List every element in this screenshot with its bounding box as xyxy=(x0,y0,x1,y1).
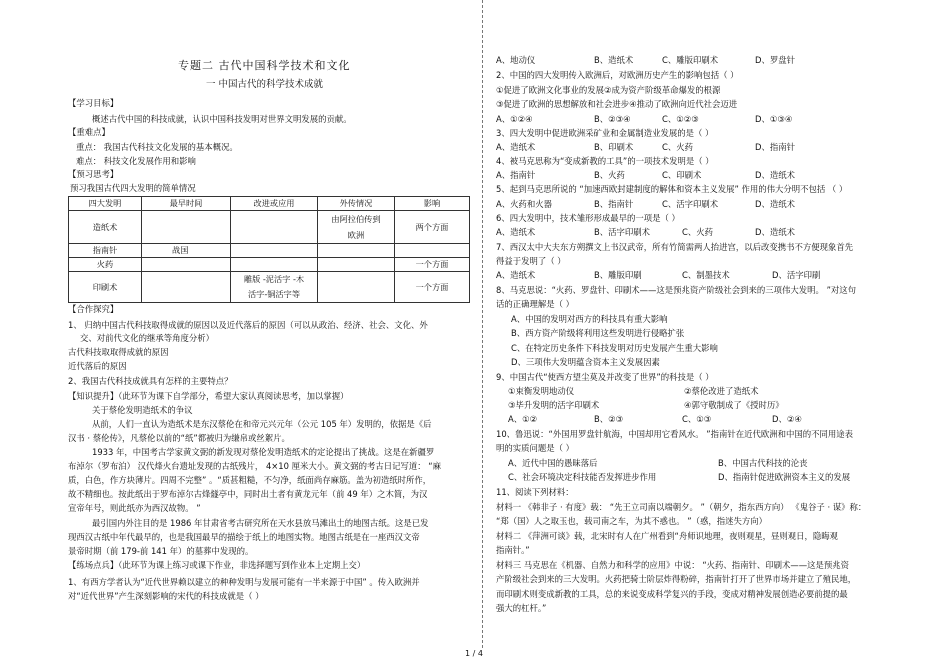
option-b: B、活字印刷术 xyxy=(594,227,650,237)
table-cell xyxy=(318,244,395,258)
question-r11: 11、阅读下列材料： xyxy=(496,487,574,497)
table-cell xyxy=(231,211,318,244)
question-2: 2、我国古代科技成就具有怎样的主要特点？ xyxy=(68,376,233,386)
table-cell xyxy=(231,244,318,258)
option-a: A、①②④ xyxy=(496,114,533,124)
table-cell: 印刷术 xyxy=(69,272,142,303)
preview-heading: 【预习思考】 xyxy=(68,169,119,179)
option-c: C、火药 xyxy=(682,227,713,237)
goal-text: 概述古代中国的科技成就，认识中国科技发明对世界文明发展的贡献。 xyxy=(92,114,352,124)
question-r9-statement-2: ②蔡伦改进了造纸术 xyxy=(684,386,759,396)
option-a: A、中国的发明对西方的科技具有重大影响 xyxy=(511,314,668,324)
table-header-cell: 外传情况 xyxy=(318,197,395,211)
knowledge-para-3-line-2: 现西汉古纸中年代最早的，也是我国最早的描绘于纸上的地图实物。地图古纸是在一座西汉文帝 xyxy=(68,532,420,542)
question-r9-statement-3: ③毕升发明的活字印刷术 xyxy=(508,400,600,410)
knowledge-para-2-line-4: 故不精细也。按此纸出于罗布淖尔古烽燧亭中，同时出土者有黄龙元年（前 49 年）之木简，为汉 xyxy=(68,489,428,499)
table-row xyxy=(69,258,470,272)
table-header-cell: 影响 xyxy=(395,197,470,211)
option-d: D、造纸术 xyxy=(755,199,795,209)
knowledge-para-2-line-3: 质，白色，作方块薄片。四周不完整” 。“质甚粗糙，不匀净，纸面尚存麻筋。盖为初造纸时所作， xyxy=(68,475,432,485)
column-divider xyxy=(482,0,483,648)
material-3-line-1: 材料三 马克思在《机器、自然力和科学的应用》中说： “火药、指南针、印刷术——这是预兆资 xyxy=(496,560,850,570)
difficulty-text: 难点： 科技文化发展作用和影响 xyxy=(76,156,196,166)
option-a: A、造纸术 xyxy=(496,142,536,152)
material-1-line-2: “郑（国）人之取玉也，载司南之车，为其不惑也。 ”（惑，指迷失方向） xyxy=(496,516,767,526)
option-a: A、造纸术 xyxy=(496,270,536,280)
question-1-line-2: 交、对前代文化的继承等角度分析） xyxy=(80,333,214,343)
option-c: C、在特定历史条件下科技发明对历史发展产生重大影响 xyxy=(511,343,718,353)
question-1-line-1: 1、 归纳中国古代科技取得成就的原因以及近代落后的原因（可以从政治、经济、社会、文化、外 xyxy=(68,320,428,330)
option-d: D、②④ xyxy=(772,414,802,424)
table-row xyxy=(69,211,470,244)
knowledge-title: 关于蔡伦发明造纸术的争议 xyxy=(92,405,193,415)
table-cell xyxy=(142,272,231,303)
question-r7-line-1: 7、西汉太中大夫东方朔撰文上书汉武帝，所有竹简需两人抬进宫，以后改变携书不方便现象首先 xyxy=(496,242,854,252)
table-row xyxy=(69,244,470,258)
option-d: D、指南针促进欧洲资本主义的发展 xyxy=(718,472,851,482)
option-c: C、①②③ xyxy=(662,114,699,124)
question-r7-line-2: 得益于发明了（ ） xyxy=(496,256,566,266)
table-cell: 一个方面 xyxy=(395,258,470,272)
question-r9-statement-4: ④郭守敬制成了《授时历》 xyxy=(684,400,784,410)
option-c: C、社会环境决定科技能否发挥进步作用 xyxy=(508,472,657,482)
question-1-line-3: 古代科技取取得成就的原因 xyxy=(68,347,169,357)
knowledge-para-2-line-2: 布淖尔（罗布泊） 汉代烽火台遗址发现的古纸残片， 4×10 厘米大小。黄文弼的考古日记写道： “麻 xyxy=(68,461,441,471)
option-b: B、指南针 xyxy=(594,199,634,209)
option-b: B、②③ xyxy=(594,414,624,424)
table-cell: 由阿拉伯传到 欧洲 xyxy=(318,211,395,244)
option-c: C、制墨技术 xyxy=(682,270,730,280)
knowledge-para-1-line-2: 汉书 · 蔡伦传》，凡蔡伦以前的“纸”都被归为缣帛或丝絮片。 xyxy=(68,433,290,443)
drill-heading: 【练场点兵】（此环节为课上练习或课下作业，非选择题写到作业本上定期上交） xyxy=(68,560,366,570)
question-r8-line-2: 话的正确理解是（ ） xyxy=(496,299,575,309)
material-2-line-1: 材料二 《萍洲可谈》载，北宋时有人在广州看到“舟师识地理，夜则观星，昼则观日，隐晦观 xyxy=(496,531,838,541)
option-b: B、中国古代科技的沦丧 xyxy=(718,458,808,468)
keypoint-heading: 【重难点】 xyxy=(68,127,110,137)
table-cell: 火药 xyxy=(69,258,142,272)
table-row xyxy=(69,272,470,303)
table-header-cell: 四大发明 xyxy=(69,197,142,211)
option-d: D、指南针 xyxy=(755,142,795,152)
table-cell xyxy=(142,258,231,272)
table-cell xyxy=(142,211,231,244)
question-r9-statement-1: ①束衡发明地动仪 xyxy=(508,386,575,396)
option-d: D、造纸术 xyxy=(755,227,795,237)
option-d: D、三项伟大发明蕴含资本主义发展因素 xyxy=(511,357,660,367)
preview-text: 预习我国古代四大发明的简单情况 xyxy=(70,183,196,193)
question-r10-line-1: 10、鲁迅说：“外国用罗盘针航海，中国却用它看风水。 ”指南针在近代欧洲和中国的不同用途表 xyxy=(496,429,853,439)
table-cell: 两个方面 xyxy=(395,211,470,244)
coop-heading: 【合作探究】 xyxy=(68,304,119,314)
question-r5: 5、起到马克思所说的 “加速西欧封建制度的解体和资本主义发展” 作用的伟大分明不包括 （ ） xyxy=(496,184,848,194)
option-b: B、火药 xyxy=(594,170,625,180)
knowledge-para-2-line-1: 1933 年，中国考古学家黄文弼的新发现对蔡伦发明造纸术的定论提出了挑战。这是在新疆罗 xyxy=(92,447,435,457)
option-a: A、近代中国的愚昧落后 xyxy=(508,458,598,468)
material-3-line-3: 而印刷术则变成新教的工具，总的来说变成科学复兴的手段，变成对精神发展创造必要前提的最 xyxy=(496,589,848,599)
table-header-row xyxy=(69,197,470,211)
table-cell xyxy=(231,258,318,272)
material-2-line-2: 指南针。” xyxy=(496,545,530,555)
option-a: A、指南针 xyxy=(496,170,536,180)
question-r8-line-1: 8、马克思说：“火药、罗盘针、印刷术——这是预兆资产阶级社会到来的三项伟大发明。 ”对这句 xyxy=(496,285,857,295)
key-text: 重点： 我国古代科技文化发展的基本概况。 xyxy=(76,142,238,152)
knowledge-heading: 【知识提升】（此环节为课下自学部分，希望大家认真阅读思考，加以掌握） xyxy=(68,391,349,401)
table-cell xyxy=(318,272,395,303)
option-d: D、罗盘针 xyxy=(755,55,795,65)
question-r2: 2、中国的四大发明传入欧洲后，对欧洲历史产生的影响包括（ ） xyxy=(496,70,739,80)
option-c: C、火药 xyxy=(662,142,693,152)
option-c: C、①③ xyxy=(682,414,712,424)
option-b: B、②③④ xyxy=(594,114,631,124)
option-c: C、印刷术 xyxy=(662,170,702,180)
question-r6: 6、四大发明中，技术雏形形成最早的一项是（ ） xyxy=(496,213,680,223)
table-header-cell: 最早时间 xyxy=(142,197,231,211)
question-r2-statement-1: ①促进了欧洲文化事业的发展②成为资产阶级革命爆发的根源 xyxy=(496,85,721,95)
option-b: B、西方资产阶级将利用这些发明进行侵略扩张 xyxy=(511,328,685,338)
goal-heading: 【学习目标】 xyxy=(68,98,119,108)
option-a: A、地动仪 xyxy=(496,55,536,65)
question-r9: 9、中国古代“使西方望尘莫及并改变了世界”的科技是（ ） xyxy=(496,372,714,382)
question-r4: 4、被马克思称为“变成新教的工具”的一项技术发明是（ ） xyxy=(496,156,714,166)
knowledge-para-3-line-3: 景帝时期（前 179-前 141 年）的墓葬中发现的。 xyxy=(68,546,254,556)
question-r10-line-2: 明的实质问题是（ ） xyxy=(496,443,575,453)
inventions-table xyxy=(68,196,470,303)
question-r3: 3、四大发明中促进欧洲采矿业和金属制造业发展的是（ ） xyxy=(496,128,714,138)
knowledge-para-3-line-1: 最引国内外注目的是 1986 年甘肃省考古研究所在天水县放马滩出土的地图古纸。这是已发 xyxy=(92,518,429,528)
option-d: D、活字印刷 xyxy=(772,270,821,280)
table-header-cell: 改进或应用 xyxy=(231,197,318,211)
option-c: C、活字印刷术 xyxy=(662,199,719,209)
material-3-line-4: 强大的杠杆。” xyxy=(496,603,547,613)
option-a: A、①② xyxy=(508,414,538,424)
drill-question-1-line-2: 对“近代世界”产生深刻影响的宋代的科技成就是（ ） xyxy=(68,591,264,601)
table-cell: 造纸术 xyxy=(69,211,142,244)
main-title: 专题二 古代中国科学技术和文化 xyxy=(178,59,351,72)
table-cell xyxy=(318,258,395,272)
option-a: A、造纸术 xyxy=(496,227,536,237)
material-1-line-1: 材料一 《韩非子 · 有度》载： “先王立司南以端朝夕。 ”（朝夕，指东西方向） 《鬼谷子 · 谋》称： xyxy=(496,502,867,512)
option-d: D、造纸术 xyxy=(755,170,795,180)
question-r2-statement-2: ③促进了欧洲的思想解放和社会进步④推动了欧洲向近代社会迈进 xyxy=(496,99,738,109)
table-cell: 一个方面 xyxy=(395,272,470,303)
page-number: 1 / 4 xyxy=(465,649,483,658)
drill-question-1-line-1: 1、有西方学者认为“近代世界赖以建立的种种发明与发展可能有一半来源于中国” 。传入欧洲并 xyxy=(68,577,420,587)
material-3-line-2: 产阶级社会到来的三大发明。火药把骑士阶层炸得粉碎，指南针打开了世界市场并建立了殖民地， xyxy=(496,574,857,584)
knowledge-para-1-line-1: 从前，人们一直认为造纸术是东汉蔡伦在和帝元兴元年（公元 105 年）发明的，依据是《后 xyxy=(92,419,432,429)
table-cell xyxy=(395,244,470,258)
option-d: D、①③④ xyxy=(755,114,793,124)
knowledge-para-2-line-5: 宣帝年号，则此纸亦为西汉故物。 ” xyxy=(68,503,201,513)
question-1-line-4: 近代落后的原因 xyxy=(68,361,127,371)
table-cell: 战国 xyxy=(142,244,231,258)
table-cell: 指南针 xyxy=(69,244,142,258)
option-c: C、雕版印刷术 xyxy=(662,55,719,65)
section-subtitle: 一 中国古代的科学技术成就 xyxy=(206,79,324,90)
option-a: A、火药和火器 xyxy=(496,199,552,209)
option-b: B、雕版印刷 xyxy=(594,270,642,280)
option-b: B、造纸术 xyxy=(594,55,634,65)
option-b: B、印刷术 xyxy=(594,142,634,152)
table-cell: 雕版 -泥活字 -木 活字-铜活字等 xyxy=(231,272,318,303)
